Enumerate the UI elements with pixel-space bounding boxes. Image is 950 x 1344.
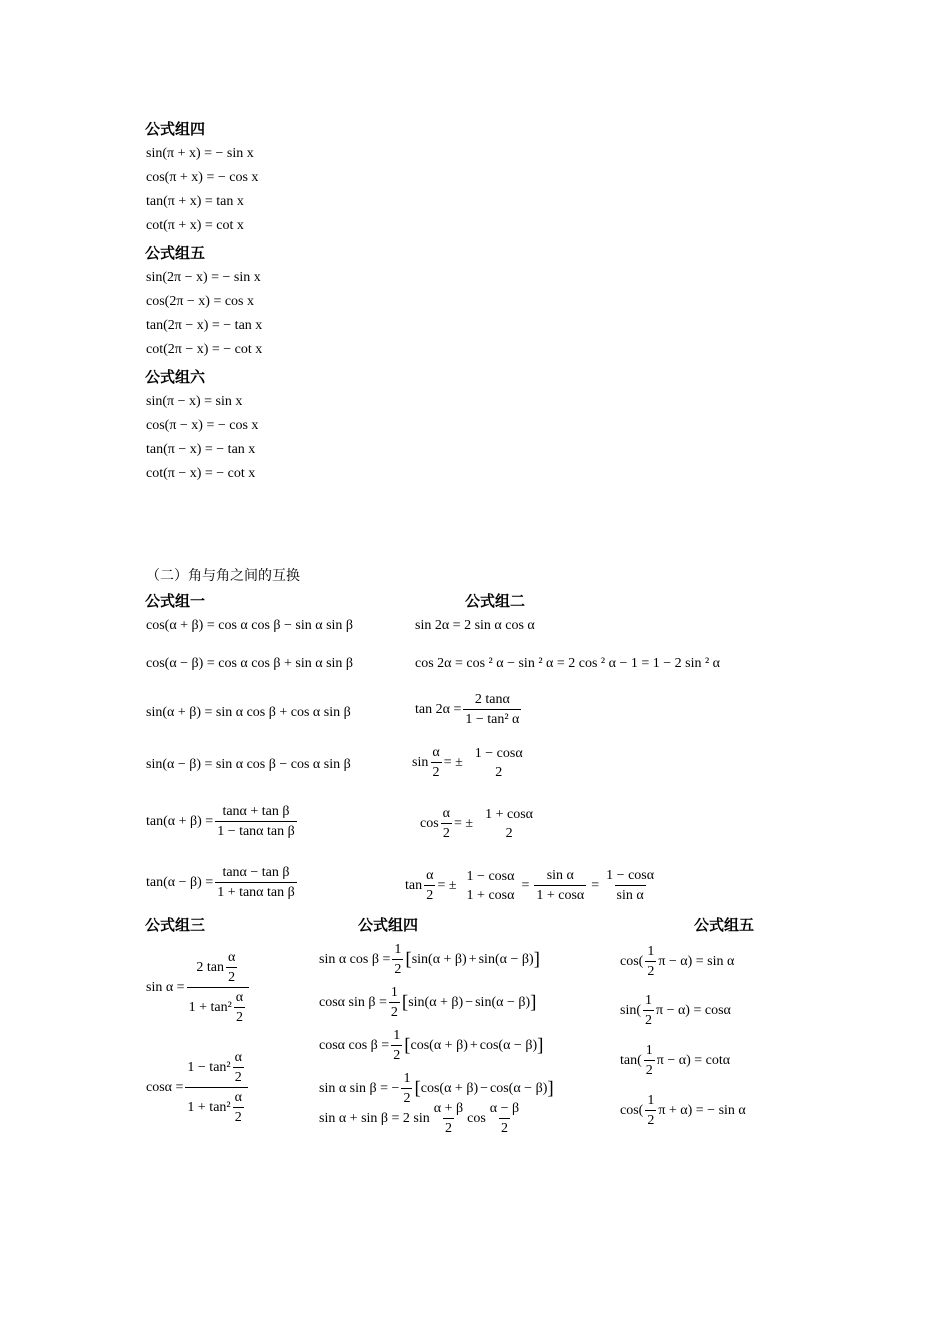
lhs: tan(α + β) = [146, 814, 214, 829]
fraction [644, 1043, 655, 1079]
numerator: 1 − cosα [606, 868, 655, 883]
fraction [488, 1101, 521, 1137]
group5-formula: sin(2π − x) = − sin x [146, 270, 261, 285]
g5-row2 [620, 993, 731, 1029]
numerator: α [234, 1090, 242, 1105]
denominator: 2 [234, 1007, 245, 1026]
numerator: α [235, 990, 244, 1005]
left-bracket: [ [414, 1078, 421, 1099]
g2-sin2: sin 2α = 2 sin α cos α [415, 618, 535, 633]
g1-formula: cos(α + β) = cos α cos β − sin α sin β [146, 618, 354, 633]
group6-formula: cos(π − x) = − cos x [146, 418, 259, 433]
left-bracket: [ [401, 992, 409, 1013]
denominator: 2 [389, 1002, 400, 1021]
equals: = [521, 878, 530, 893]
fraction [441, 806, 452, 842]
lhs: tan 2α = [415, 702, 462, 717]
numerator: 1 [393, 1028, 401, 1043]
equals: = ± [437, 878, 457, 893]
denominator: 2 [644, 1060, 655, 1079]
denominator: 2 [401, 1088, 412, 1107]
group4-formula: cos(π + x) = − cos x [146, 170, 259, 185]
group4-heading: 公式组四 [145, 120, 206, 138]
denominator: 1 + cosα [466, 887, 515, 903]
numerator: α + β [433, 1101, 464, 1116]
fraction [187, 950, 250, 1026]
fraction [604, 868, 656, 904]
numerator: α − β [489, 1101, 520, 1116]
right-bracket: ] [533, 949, 540, 970]
mid-text: cos [467, 1111, 486, 1126]
denominator: 2 [391, 1045, 402, 1064]
s2-group4-heading: 公式组四 [358, 916, 419, 934]
g2-cos2: cos 2α = cos ² α − sin ² α = 2 cos ² α − 1 = 1 − 2 sin ² α [415, 656, 720, 671]
prefix: cos( [620, 1103, 644, 1118]
g3-sin [146, 950, 251, 1026]
g5-row1 [620, 944, 734, 980]
fraction [392, 942, 403, 978]
denominator: 1 − tanα tan β [215, 821, 297, 840]
right-bracket: ] [547, 1078, 554, 1099]
operator: − [465, 995, 474, 1010]
g1-formula: cos(α − β) = cos α cos β + sin α sin β [146, 656, 354, 671]
term: sin(α + β) [411, 952, 467, 967]
fraction [534, 868, 586, 904]
numerator: α [432, 745, 440, 760]
group5-formula: tan(2π − x) = − tan x [146, 318, 263, 333]
equals: = ± [454, 816, 474, 831]
denominator [185, 1087, 248, 1126]
fn: tan [405, 878, 423, 893]
suffix: π − α) = cosα [656, 1003, 731, 1018]
numerator: 1 [647, 944, 655, 959]
fraction [463, 692, 521, 728]
numerator: 1 [403, 1071, 411, 1086]
numerator: α [442, 806, 451, 821]
group5-formula: cot(2π − x) = − cot x [146, 342, 263, 357]
term: sin(α + β) [408, 995, 464, 1010]
lhs: cosα cos β = [319, 1038, 390, 1053]
group4-formula: cot(π + x) = cot x [146, 218, 244, 233]
lhs: sin α = [146, 980, 185, 995]
left-bracket: [ [405, 949, 412, 970]
numerator: tanα + tan β [222, 804, 290, 819]
numerator [194, 950, 241, 987]
g3-cos [146, 1050, 250, 1126]
group5-formula: cos(2π − x) = cos x [146, 294, 255, 309]
g4-row5 [319, 1101, 523, 1137]
lhs: sin α + sin β = 2 sin [319, 1111, 430, 1126]
lhs: sin α cos β = [319, 952, 391, 967]
s2-group5-heading: 公式组五 [694, 916, 755, 934]
lhs: cosα sin β = [319, 995, 387, 1010]
fraction [473, 746, 525, 781]
term: cos(α − β) [479, 1038, 538, 1053]
fraction [424, 868, 435, 904]
denominator: 1 − tan² α [463, 709, 521, 728]
numerator: α [227, 950, 236, 965]
prefix: tan( [620, 1053, 642, 1068]
group6-formula: cot(π − x) = − cot x [146, 466, 256, 481]
numerator: 1 [645, 1043, 653, 1058]
g2-sin-half [412, 745, 527, 781]
g5-row4 [620, 1093, 746, 1129]
section-title: （二）角与角之间的互换 [146, 568, 300, 584]
denominator: 2 [233, 1107, 244, 1126]
g1-tan-minus [146, 865, 299, 901]
denominator: 2 [443, 1118, 454, 1137]
fraction [233, 1050, 244, 1086]
denominator: 2 [499, 1118, 510, 1137]
fraction [215, 804, 297, 840]
num-text: 1 − tan² [187, 1060, 231, 1075]
g4-row3 [319, 1028, 543, 1064]
fraction [234, 990, 245, 1026]
numerator: 2 tanα [474, 692, 510, 707]
g4-row2 [319, 985, 536, 1021]
group6-heading: 公式组六 [145, 368, 206, 386]
numerator: α [234, 1050, 242, 1065]
fn: sin [412, 755, 429, 770]
denominator: 2 [424, 885, 435, 904]
denominator: 2 [392, 959, 403, 978]
term: cos(α + β) [420, 1081, 479, 1096]
fn: cos [420, 816, 439, 831]
g1-formula: sin(α + β) = sin α cos β + cos α sin β [146, 705, 351, 720]
term: cos(α − β) [490, 1081, 548, 1096]
group4-formula: tan(π + x) = tan x [146, 194, 244, 209]
operator: + [469, 1038, 478, 1053]
s2-group1-heading: 公式组一 [145, 592, 206, 610]
fraction [465, 869, 517, 904]
g1-tan-plus [146, 804, 299, 840]
denominator: 2 [226, 967, 237, 986]
fraction [215, 865, 297, 901]
numerator: 1 [394, 942, 402, 957]
right-bracket: ] [537, 1035, 544, 1056]
g2-cos-half [420, 806, 537, 842]
fraction [483, 807, 535, 842]
g2-tan-half [405, 868, 658, 904]
fraction [432, 1101, 465, 1137]
den-text: 1 + tan² [187, 1100, 231, 1115]
denominator: 2 [505, 825, 513, 841]
equals: = ± [443, 755, 463, 770]
num-text: 2 tan [196, 960, 224, 975]
fraction [185, 1050, 248, 1126]
term: cos(α + β) [410, 1038, 468, 1053]
operator: − [480, 1081, 489, 1096]
numerator: α [426, 868, 434, 883]
equals: = [591, 878, 600, 893]
denominator: 2 [643, 1010, 654, 1029]
term: sin(α − β) [478, 952, 534, 967]
numerator: 1 [645, 993, 652, 1008]
group6-formula: sin(π − x) = sin x [146, 394, 243, 409]
g1-formula: sin(α − β) = sin α cos β − cos α sin β [146, 757, 351, 772]
numerator: 1 − cosα [474, 745, 523, 761]
denominator: 2 [233, 1067, 244, 1086]
denominator: sin α [615, 885, 646, 904]
lhs: sin α sin β = − [319, 1081, 400, 1096]
operator: + [468, 952, 477, 967]
fraction [391, 1028, 402, 1064]
group4-formula: sin(π + x) = − sin x [146, 146, 254, 161]
denominator: 2 [645, 1110, 656, 1129]
denominator: 1 + cosα [534, 885, 586, 904]
g4-row1 [319, 942, 540, 978]
denominator: 2 [441, 823, 452, 842]
numerator: 1 [647, 1093, 655, 1108]
suffix: π + α) = − sin α [658, 1103, 746, 1118]
numerator: 1 + cosα [485, 806, 534, 822]
fraction [430, 745, 441, 781]
group5-heading: 公式组五 [145, 244, 206, 262]
left-bracket: [ [404, 1035, 411, 1056]
term: sin(α − β) [475, 995, 531, 1010]
denominator: 2 [645, 961, 656, 980]
g5-row3 [620, 1043, 730, 1079]
numerator: sin α [546, 868, 574, 883]
numerator: tanα − tan β [222, 865, 290, 880]
suffix: π − α) = cotα [656, 1053, 731, 1068]
lhs: cosα = [146, 1080, 184, 1095]
g2-tan2 [415, 692, 523, 728]
s2-group2-heading: 公式组二 [465, 592, 526, 610]
suffix: π − α) = sin α [658, 954, 735, 969]
den-text: 1 + tan² [188, 1000, 232, 1015]
fraction [233, 1090, 244, 1126]
right-bracket: ] [530, 992, 537, 1013]
prefix: cos( [620, 954, 644, 969]
lhs: tan(α − β) = [146, 875, 214, 890]
fraction [389, 985, 400, 1021]
s2-group3-heading: 公式组三 [145, 916, 206, 934]
numerator: 1 − cosα [466, 868, 515, 884]
numerator: 1 [390, 985, 398, 1000]
fraction [645, 944, 656, 980]
denominator: 2 [495, 764, 503, 780]
fraction [645, 1093, 656, 1129]
fraction [226, 950, 237, 986]
denominator: 2 [431, 762, 442, 781]
prefix: sin( [620, 1003, 641, 1018]
fraction [643, 993, 654, 1029]
numerator [185, 1050, 248, 1087]
denominator: 1 + tanα tan β [215, 882, 297, 901]
group6-formula: tan(π − x) = − tan x [146, 442, 256, 457]
denominator [187, 987, 250, 1026]
